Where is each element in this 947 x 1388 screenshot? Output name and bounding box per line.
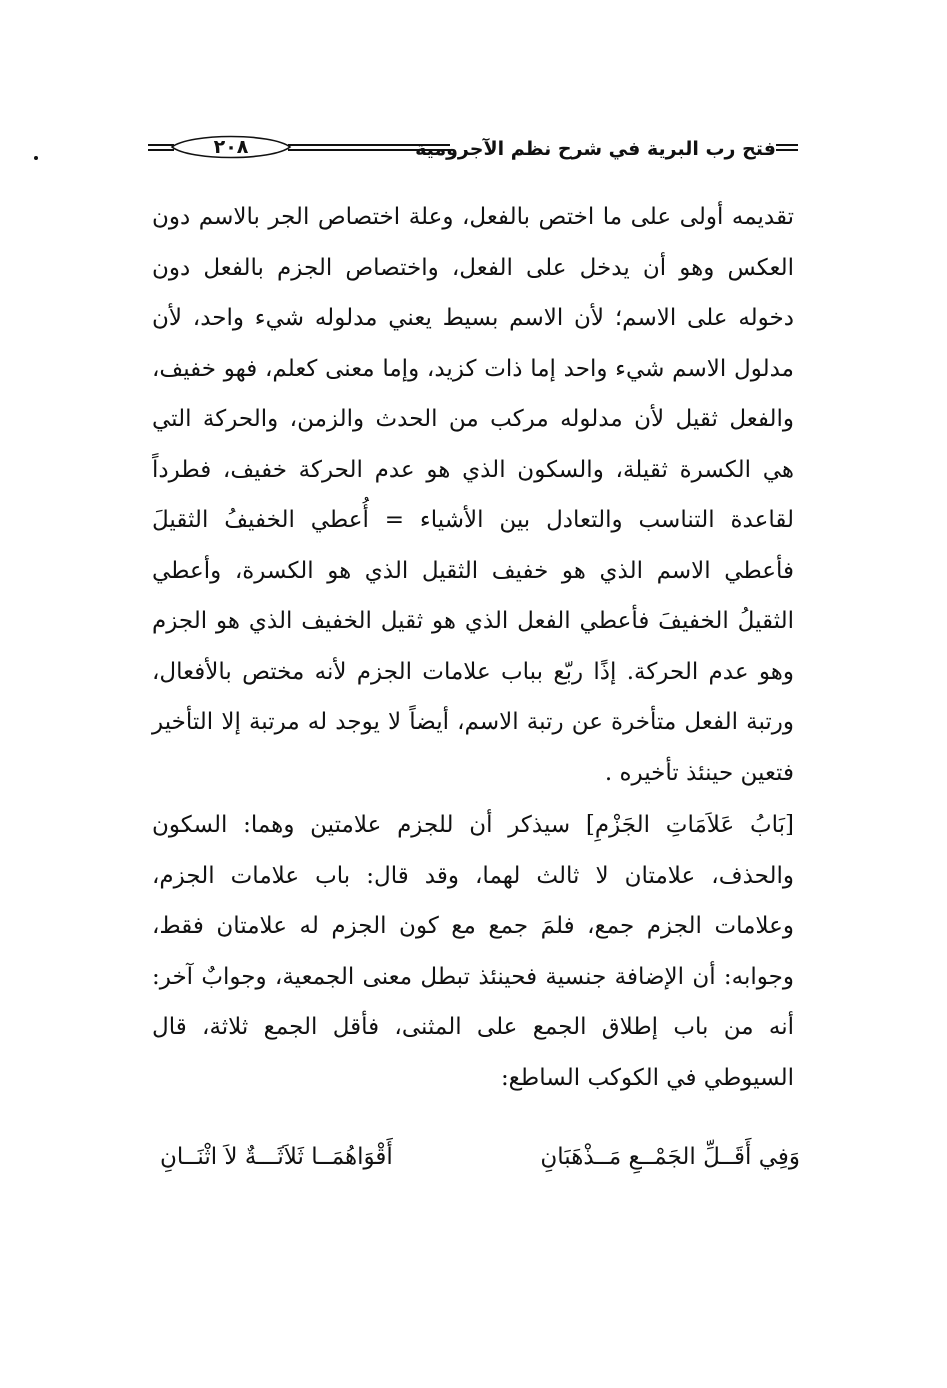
page-header [148,132,798,176]
poetry-verse [160,1132,800,1182]
paragraph-2: [بَابُ عَلاَمَاتِ الجَزْمِ] سيذكر أن للجزم علامتين وهما: السكون والحذف، علامتان لا ثالث لهما، وقد قال: باب علامات الجزم، وعلامات الجزم جمع، فلمَ جمع مع كون الجزم له علامتان فقط، وجوابه: أن الإضافة جنسية فحينئذ تبطل معنى الجمعية، وجوابٌ آخر: أنه من باب إطلاق الجمع على المثنى، فأقل الجمع ثلاثة، قال السيوطي في الكوكب الساطع: [152,812,794,1091]
paragraph-1: تقديمه أولى على ما اختص بالفعل، وعلة اختصاص الجر بالاسم دون العكس وهو أن يدخل على الفعل، واختصاص الجزم بالفعل دون دخوله على الاسم؛ لأن الاسم بسيط يعني مدلوله شيء واحد، لأن مدلول الاسم شيء واحد إما ذات كزيد، وإما معنى كعلم، فهو خفيف، والفعل ثقيل لأن مدلوله مركب من الحدث والزمن، والحركة التي هي الكسرة ثقيلة، والسكون الذي هو عدم الحركة خفيف، فطرداً لقاعدة التناسب والتعادل بين الأشياء = أُعطي الخفيفُ الثقيلَ فأعطي الاسم الذي هو خفيف الثقيل الذي هو الكسرة، وأعطي الثقيلُ الخفيفَ فأعطي الفعل الذي هو ثقيل الخفيف الذي هو الجزم وهو عدم الحركة. إذًا ربّع بباب علامات الجزم لأنه مختص بالأفعال، ورتبة الفعل متأخرة عن رتبة الاسم، أيضاً لا يوجد له مرتبة إلا التأخير فتعين حينئذ تأخيره . [152,204,794,786]
page-number: ٢٠٨ [213,136,249,158]
stray-dot [34,156,38,160]
running-title: فتح رب البرية في شرح نظم الآجرومية [415,138,776,160]
verse-second-hemistich: أَقْوَاهُمَــا ثَلاَثَـــةٌ لاَ اثْنَــانِ [160,1144,393,1170]
verse-first-hemistich: وَفِي أَقَــلِّ الجَمْــعِ مَــذْهَبَانِ [540,1144,800,1170]
header-rule-left [148,144,174,151]
header-rule-middle [288,144,450,151]
header-rule-right [776,144,798,151]
